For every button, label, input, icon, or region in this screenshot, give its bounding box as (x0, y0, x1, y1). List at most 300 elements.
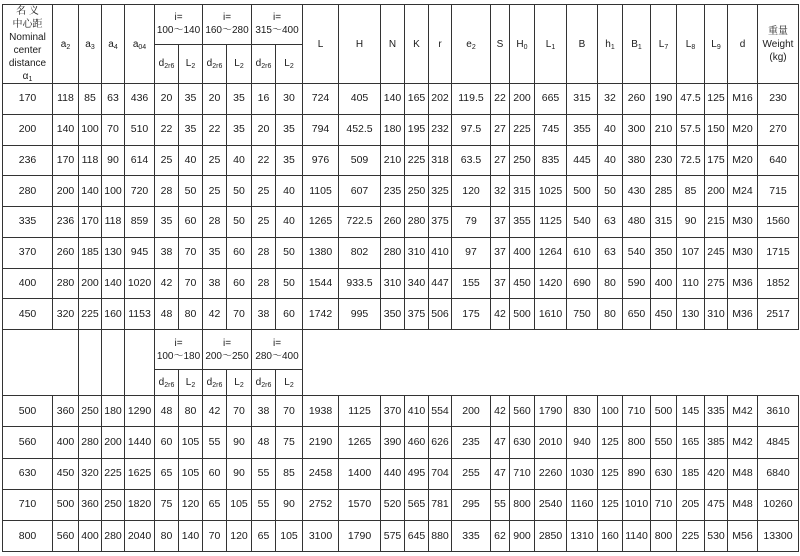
table-cell: 70 (179, 268, 203, 299)
table-cell: 145 (677, 395, 705, 426)
table-cell: 976 (303, 145, 339, 176)
table-cell: 150 (705, 114, 728, 145)
table-cell: 710 (651, 489, 677, 520)
ratio-group-header-range: 100～140 (156, 25, 201, 37)
table-cell: 63 (102, 84, 125, 115)
col-header (651, 5, 677, 84)
table-cell: 400 (651, 268, 677, 299)
table-cell: 510 (125, 114, 155, 145)
mid-ratio-group-header (203, 330, 252, 370)
ratio-group-header (155, 5, 203, 45)
table-cell: 475 (705, 489, 728, 520)
table-cell: 500 (567, 176, 598, 207)
table-cell: 2850 (535, 521, 567, 552)
table-cell: 25 (252, 176, 276, 207)
table-cell: 120 (179, 489, 203, 520)
table-cell: 794 (303, 114, 339, 145)
mid-sub-col-header-sub: 2 (239, 382, 244, 390)
table-cell: 225 (102, 458, 125, 489)
table-cell: 70 (179, 237, 203, 268)
table-cell: 300 (623, 114, 651, 145)
table-cell: 75 (276, 427, 303, 458)
table-cell: 100 (79, 114, 102, 145)
table-cell: 704 (429, 458, 452, 489)
table-cell: 355 (510, 207, 535, 238)
header-cn-label: 名 义 (16, 6, 39, 17)
table-cell: 320 (53, 299, 79, 330)
table-cell: 480 (623, 207, 651, 238)
col-header-base: L (685, 38, 692, 50)
table-cell: M48 (728, 489, 758, 520)
col-header (623, 5, 651, 84)
table-cell: 40 (227, 145, 252, 176)
mid-sub-col-header-base: L (185, 377, 192, 389)
table-cell: 550 (651, 427, 677, 458)
table-cell: 530 (705, 521, 728, 552)
sub-col-header-sub: 2 (289, 63, 294, 71)
table-cell: 3100 (303, 521, 339, 552)
table-cell: 565 (405, 489, 429, 520)
table-cell: M24 (728, 176, 758, 207)
table-cell: 80 (179, 395, 203, 426)
table-cell: 995 (339, 299, 381, 330)
mid-sub-col-header-sub: 2r6 (261, 382, 272, 390)
mid-ratio-group-header-range: 100～180 (156, 350, 201, 362)
table-cell: 280 (405, 207, 429, 238)
table-cell: 335 (3, 207, 53, 238)
table-cell: 195 (405, 114, 429, 145)
table-cell: 710 (623, 395, 651, 426)
sub-col-header-sub: 2 (191, 63, 196, 71)
table-cell: 225 (79, 299, 102, 330)
table-cell: 60 (227, 268, 252, 299)
table-cell: 25 (203, 176, 227, 207)
table-cell: 170 (3, 84, 53, 115)
sub-col-header-base: L (185, 58, 192, 70)
col-header-sub: 0 (523, 43, 528, 51)
table-cell: 180 (102, 395, 125, 426)
table-cell: 1544 (303, 268, 339, 299)
col-header (728, 5, 758, 84)
table-cell: 232 (429, 114, 452, 145)
table-cell: 315 (567, 84, 598, 115)
table-cell: 100 (102, 176, 125, 207)
table-cell: M20 (728, 114, 758, 145)
table-cell: 1820 (125, 489, 155, 520)
table-cell: 230 (651, 145, 677, 176)
table-cell: 65 (203, 489, 227, 520)
table-row (3, 176, 799, 207)
table-cell: 10260 (758, 489, 799, 520)
table-cell: 28 (203, 207, 227, 238)
table-cell: 800 (651, 521, 677, 552)
table-cell: 190 (651, 84, 677, 115)
col-header-base: L (545, 38, 552, 50)
table-cell: 42 (155, 268, 179, 299)
table-cell: 690 (567, 268, 598, 299)
table-row (3, 145, 799, 176)
col-header-sub: 1 (637, 43, 642, 51)
table-cell: 80 (598, 299, 623, 330)
col-header-sub: 7 (664, 43, 669, 51)
table-cell: 385 (705, 427, 728, 458)
header-symbol: α (22, 71, 29, 82)
table-cell: 63 (598, 207, 623, 238)
col-header-sub: 2 (66, 43, 71, 51)
table-cell: 50 (276, 268, 303, 299)
sub-col-header (252, 44, 276, 84)
col-header-base: e (466, 38, 472, 50)
table-cell: 47 (491, 458, 510, 489)
table-cell: 360 (53, 395, 79, 426)
table-row (3, 114, 799, 145)
table-cell: 200 (705, 176, 728, 207)
table-cell: 140 (102, 268, 125, 299)
table-cell: 630 (651, 458, 677, 489)
table-cell: 55 (252, 458, 276, 489)
table-row (3, 489, 799, 520)
table-cell: 120 (227, 521, 252, 552)
table-cell: 235 (452, 427, 491, 458)
table-cell: 37 (491, 207, 510, 238)
col-header-sub: 4 (113, 43, 118, 51)
table-cell: M42 (728, 395, 758, 426)
table-cell: 500 (510, 299, 535, 330)
table-cell: 380 (623, 145, 651, 176)
table-cell: 48 (252, 427, 276, 458)
weight-header (758, 5, 799, 84)
table-cell: 60 (203, 458, 227, 489)
table-cell: 400 (53, 427, 79, 458)
table-cell: 1610 (535, 299, 567, 330)
table-cell: 50 (276, 237, 303, 268)
table-cell: M30 (728, 237, 758, 268)
table-cell: 2540 (535, 489, 567, 520)
table-cell: 20 (155, 84, 179, 115)
table-cell: 250 (102, 489, 125, 520)
table-cell: 630 (510, 427, 535, 458)
mid-ratio-group-header-top: i= (272, 337, 282, 349)
table-cell: 105 (179, 427, 203, 458)
table-cell: 500 (3, 395, 53, 426)
table-cell: 20 (252, 114, 276, 145)
table-cell: 60 (155, 427, 179, 458)
table-cell: 554 (429, 395, 452, 426)
table-cell: 65 (155, 458, 179, 489)
table-cell: 25 (252, 207, 276, 238)
table-cell: 335 (452, 521, 491, 552)
table-cell: 450 (3, 299, 53, 330)
table-cell: 80 (179, 299, 203, 330)
col-header (567, 5, 598, 84)
table-row (3, 237, 799, 268)
table-cell: 160 (598, 521, 623, 552)
table-cell: 28 (252, 268, 276, 299)
table-cell: 710 (510, 458, 535, 489)
table-cell: 55 (252, 489, 276, 520)
table-cell: 1715 (758, 237, 799, 268)
col-header-base: a (132, 38, 139, 50)
table-cell: 202 (429, 84, 452, 115)
table-cell: 90 (677, 207, 705, 238)
table-cell: 65 (252, 521, 276, 552)
table-cell: 1125 (535, 207, 567, 238)
table-cell: 35 (276, 114, 303, 145)
table-cell: 185 (677, 458, 705, 489)
table-cell: 280 (79, 427, 102, 458)
table-cell: 230 (758, 84, 799, 115)
table-cell: 645 (405, 521, 429, 552)
blank-cell (125, 330, 155, 396)
sub-col-header (203, 44, 227, 84)
mid-ratio-group-header-range: 200～250 (205, 350, 249, 362)
col-header-sub: 1 (610, 43, 615, 51)
table-cell: 560 (53, 521, 79, 552)
table-cell: 48 (155, 299, 179, 330)
header-en-label: Nominal center distance (8, 32, 47, 69)
table-cell: 400 (79, 521, 102, 552)
table-cell: 710 (3, 489, 53, 520)
table-cell: 42 (491, 395, 510, 426)
mid-sub-col-header (252, 370, 276, 395)
col-header (53, 5, 79, 84)
table-cell: 62 (491, 521, 510, 552)
table-cell: 720 (125, 176, 155, 207)
table-cell: 110 (677, 268, 705, 299)
mid-ratio-group-header-top: i= (174, 337, 183, 349)
table-cell: 280 (53, 268, 79, 299)
table-cell: 37 (491, 268, 510, 299)
table-cell: 370 (381, 395, 405, 426)
ratio-group-header-range: 315～400 (255, 25, 299, 37)
table-cell: 310 (405, 237, 429, 268)
table-cell: 63.5 (452, 145, 491, 176)
col-header-sub: 1 (551, 43, 556, 51)
table-cell: 35 (227, 84, 252, 115)
table-cell: 55 (203, 427, 227, 458)
sub-col-header-sub: 2r6 (164, 63, 175, 71)
table-cell: 1153 (125, 299, 155, 330)
col-header-base: L (711, 38, 717, 50)
table-cell: 1140 (623, 521, 651, 552)
blank-cell (79, 330, 102, 396)
table-cell: 40 (276, 207, 303, 238)
table-cell: 933.5 (339, 268, 381, 299)
table-cell: 724 (303, 84, 339, 115)
table-cell: 614 (125, 145, 155, 176)
table-cell: 22 (491, 84, 510, 115)
mid-sub-col-header-sub: 2r6 (212, 382, 223, 390)
table-cell: 260 (53, 237, 79, 268)
table-cell: 32 (491, 176, 510, 207)
col-header-base: N (388, 38, 397, 50)
table-cell: 1380 (303, 237, 339, 268)
table-row (3, 521, 799, 552)
table-cell: 236 (3, 145, 53, 176)
table-cell: 1400 (339, 458, 381, 489)
table-cell: 745 (535, 114, 567, 145)
blank-cell (3, 330, 79, 396)
table-cell: 500 (651, 395, 677, 426)
table-cell: 410 (405, 395, 429, 426)
table-cell: 1625 (125, 458, 155, 489)
table-cell: 1264 (535, 237, 567, 268)
table-cell: 335 (705, 395, 728, 426)
table-cell: 60 (276, 299, 303, 330)
mid-ratio-group-header (252, 330, 303, 370)
table-cell: 1010 (623, 489, 651, 520)
table-cell: 70 (102, 114, 125, 145)
table-cell: 47 (491, 427, 510, 458)
table-cell: 50 (598, 176, 623, 207)
table-cell: 70 (203, 521, 227, 552)
table-cell: 1160 (567, 489, 598, 520)
table-cell: 120 (452, 176, 491, 207)
table-cell: 130 (677, 299, 705, 330)
table-cell: 185 (79, 237, 102, 268)
table-cell: 405 (339, 84, 381, 115)
table-cell: 310 (705, 299, 728, 330)
mid-sub-col-header-base: d (255, 377, 262, 389)
mid-sub-col-header-base: L (234, 377, 240, 389)
mid-ratio-group-header-range: 280～400 (255, 350, 299, 362)
table-row (3, 84, 799, 115)
table-cell: 200 (53, 176, 79, 207)
table-cell: 375 (429, 207, 452, 238)
table-cell: 80 (155, 521, 179, 552)
table-cell: 32 (598, 84, 623, 115)
sub-col-header (179, 44, 203, 84)
table-row (3, 427, 799, 458)
table-cell: 22 (252, 145, 276, 176)
table-cell: 90 (102, 145, 125, 176)
table-cell: 200 (79, 268, 102, 299)
sub-col-header-sub: 2r6 (261, 63, 272, 71)
table-cell: 450 (53, 458, 79, 489)
table-cell: 42 (491, 299, 510, 330)
table-cell: 1310 (567, 521, 598, 552)
table-cell: 105 (227, 489, 252, 520)
table-cell: 280 (381, 237, 405, 268)
table-cell: 70 (276, 395, 303, 426)
table-cell: 125 (598, 489, 623, 520)
col-header-base: r (438, 38, 442, 50)
table-cell: 900 (510, 521, 535, 552)
table-cell: 830 (567, 395, 598, 426)
mid-sub-col-header-base: d (206, 377, 213, 389)
table-cell: 1852 (758, 268, 799, 299)
table-cell: 48 (155, 395, 179, 426)
table-cell: 626 (429, 427, 452, 458)
table-cell: 70 (227, 395, 252, 426)
table-cell: 85 (276, 458, 303, 489)
table-cell: 47.5 (677, 84, 705, 115)
mid-sub-col-header-sub: 2r6 (164, 382, 175, 390)
table-cell: 90 (276, 489, 303, 520)
table-cell: 90 (227, 427, 252, 458)
table-cell: M56 (728, 521, 758, 552)
sub-col-header-base: L (284, 58, 290, 70)
table-cell: 2010 (535, 427, 567, 458)
table-cell: 280 (3, 176, 53, 207)
mid-sub-col-header-base: L (284, 377, 290, 389)
ratio-group-header-top: i= (174, 12, 183, 24)
table-cell: 205 (677, 489, 705, 520)
table-cell: 210 (651, 114, 677, 145)
table-cell: 802 (339, 237, 381, 268)
col-header (598, 5, 623, 84)
mid-ratio-group-header (155, 330, 203, 370)
dimension-table (2, 4, 799, 552)
table-cell: 170 (79, 207, 102, 238)
table-cell: 35 (276, 145, 303, 176)
col-header (405, 5, 429, 84)
table-cell: 452.5 (339, 114, 381, 145)
col-header-base: L (658, 38, 665, 50)
table-cell: 215 (705, 207, 728, 238)
table-cell: 800 (510, 489, 535, 520)
table-cell: 436 (125, 84, 155, 115)
col-header (491, 5, 510, 84)
table-cell: 236 (53, 207, 79, 238)
table-cell: 35 (155, 207, 179, 238)
table-cell: 118 (102, 207, 125, 238)
sub-col-header-base: d (158, 58, 165, 70)
table-cell: 118 (79, 145, 102, 176)
table-cell: 125 (598, 458, 623, 489)
table-cell: 2458 (303, 458, 339, 489)
table-cell: 715 (758, 176, 799, 207)
mid-sub-col-header (203, 370, 227, 395)
table-cell: 90 (227, 458, 252, 489)
table-cell: 130 (102, 237, 125, 268)
table-cell: 57.5 (677, 114, 705, 145)
table-cell: 255 (452, 458, 491, 489)
table-cell: 450 (510, 268, 535, 299)
table-cell: M16 (728, 84, 758, 115)
table-cell: 85 (677, 176, 705, 207)
table-cell: 447 (429, 268, 452, 299)
table-cell: 800 (3, 521, 53, 552)
table-cell: 800 (623, 427, 651, 458)
table-cell: 38 (155, 237, 179, 268)
table-cell: 97 (452, 237, 491, 268)
table-cell: 400 (510, 237, 535, 268)
col-header (510, 5, 535, 84)
table-cell: 445 (567, 145, 598, 176)
col-header (705, 5, 728, 84)
table-cell: 650 (623, 299, 651, 330)
table-cell: 210 (381, 145, 405, 176)
table-cell: 375 (405, 299, 429, 330)
table-cell: 235 (381, 176, 405, 207)
table-cell: 160 (102, 299, 125, 330)
table-cell: 105 (179, 458, 203, 489)
table-cell: 118 (53, 84, 79, 115)
table-cell: 50 (179, 176, 203, 207)
col-header-base: h (605, 38, 611, 50)
table-cell: 28 (155, 176, 179, 207)
table-cell: 540 (567, 207, 598, 238)
col-header (381, 5, 405, 84)
table-cell: 450 (651, 299, 677, 330)
sub-col-header (276, 44, 303, 84)
table-cell: 50 (227, 176, 252, 207)
table-cell: 722.5 (339, 207, 381, 238)
sub-col-header-base: L (234, 58, 240, 70)
table-cell: 590 (623, 268, 651, 299)
table-cell: 80 (598, 268, 623, 299)
